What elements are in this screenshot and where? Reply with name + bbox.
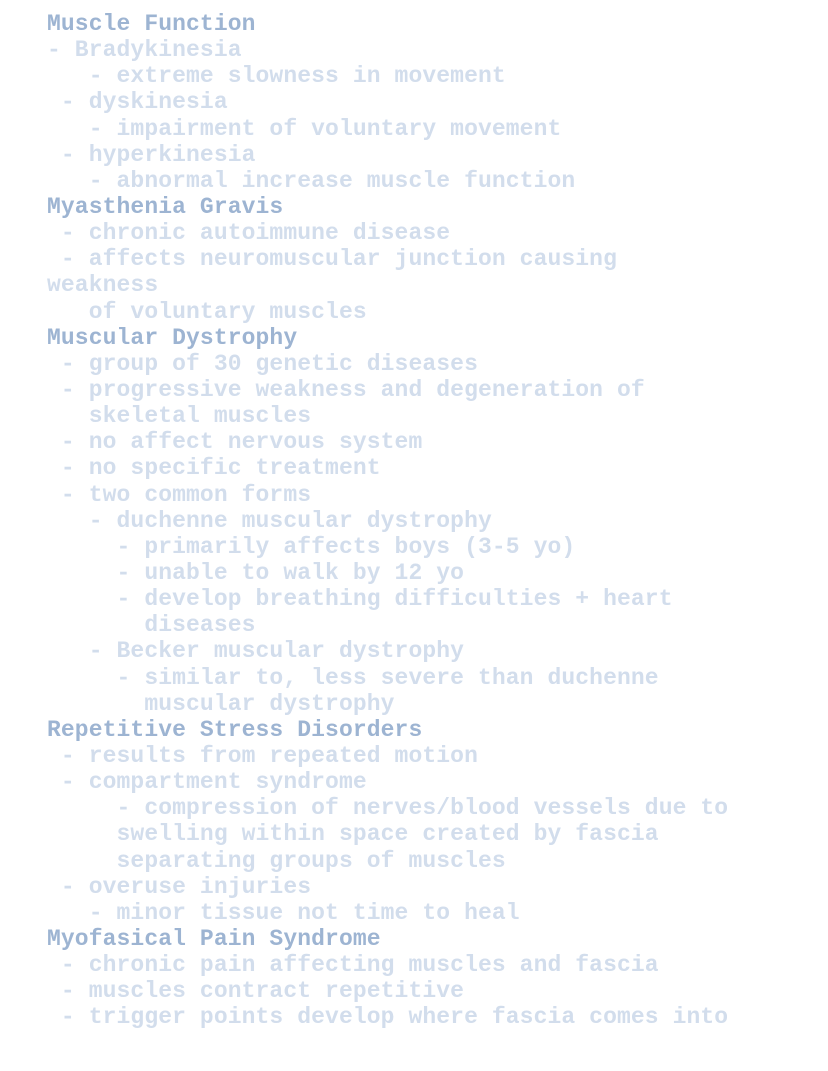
note-line: - no specific treatment <box>47 455 381 482</box>
note-line: - Becker muscular dystrophy <box>47 638 465 665</box>
note-line: - abnormal increase muscle function <box>47 167 576 194</box>
note-line: - unable to walk by 12 yo <box>47 559 465 586</box>
note-line: - Bradykinesia <box>47 37 242 64</box>
notes-document <box>47 11 728 1030</box>
note-line: separating groups of muscles <box>47 847 506 874</box>
section-heading: Myasthenia Gravis <box>47 193 284 220</box>
note-line: - hyperkinesia <box>47 141 256 168</box>
note-line: - progressive weakness and degeneration of <box>47 376 645 403</box>
section-heading: Muscle Function <box>47 11 256 37</box>
note-line: - results from repeated motion <box>47 742 478 769</box>
note-line: - affects neuromuscular junction causing <box>47 246 617 273</box>
note-line: - muscles contract repetitive <box>47 978 465 1005</box>
note-line: - group of 30 genetic diseases <box>47 350 478 377</box>
note-line: - overuse injuries <box>47 873 312 900</box>
section-heading: Muscular Dystrophy <box>47 324 298 351</box>
note-line: skeletal muscles <box>47 403 312 430</box>
note-line: - chronic autoimmune disease <box>47 220 451 247</box>
note-line: - compartment syndrome <box>47 769 367 796</box>
section-heading: Repetitive Stress Disorders <box>47 716 423 743</box>
note-line: weakness <box>47 272 159 299</box>
note-line: - trigger points develop where fascia comes into <box>47 1004 729 1031</box>
note-line: - no affect nervous system <box>47 429 423 456</box>
note-line: - develop breathing difficulties + heart <box>47 586 673 613</box>
note-line: diseases <box>47 612 256 639</box>
note-line: - extreme slowness in movement <box>47 63 506 90</box>
note-line: muscular dystrophy <box>47 690 395 717</box>
note-line: - minor tissue not time to heal <box>47 899 520 926</box>
note-line: - two common forms <box>47 481 312 508</box>
note-line: - similar to, less severe than duchenne <box>47 664 659 691</box>
note-line: - impairment of voluntary movement <box>47 115 562 142</box>
note-line: of voluntary muscles <box>47 298 367 325</box>
note-line: - chronic pain affecting muscles and fascia <box>47 952 659 979</box>
note-line: swelling within space created by fascia <box>47 821 659 848</box>
note-line: - duchenne muscular dystrophy <box>47 507 492 534</box>
note-line: - primarily affects boys (3-5 yo) <box>47 533 576 560</box>
note-line: - dyskinesia <box>47 89 228 116</box>
section-heading: Myofasical Pain Syndrome <box>47 925 381 952</box>
note-line: - compression of nerves/blood vessels due to <box>47 795 729 822</box>
